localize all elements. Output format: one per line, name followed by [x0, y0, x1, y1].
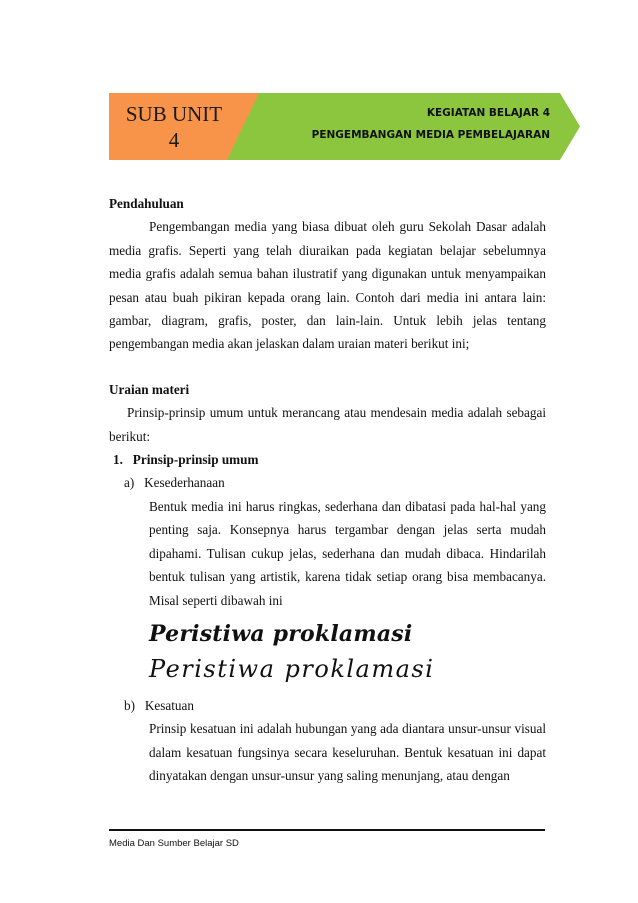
heading-uraian: Uraian materi — [109, 381, 190, 397]
banner-green-arrow — [219, 93, 580, 160]
chapter-title: PENGEMBANGAN MEDIA PEMBELAJARAN — [311, 129, 550, 141]
item-a-text: Bentuk media ini harus ringkas, sederhana dan dibatasi pada hal-hal yang penting saja. Konsepnya harus tergambar dengan jelas serta mudah dipahami. Tulisan cukup jelas, sederhana dan mudah dibaca. Hindarilah bentuk tulisan yang artistik, karena tidak setiap orang bisa membacanya. Misal seperti dibawah ini — [149, 498, 546, 608]
footer-text: Media Dan Sumber Belajar SD — [109, 838, 239, 849]
item-a-label: a) Kesederhanaan — [124, 475, 225, 491]
heading-pendahuluan: Pendahuluan — [109, 196, 184, 211]
section-heading-1: 1. Prinsip-prinsip umum — [113, 452, 259, 468]
document-body — [109, 192, 546, 788]
kegiatan-label: KEGIATAN BELAJAR 4 — [426, 107, 550, 119]
chapter-banner — [109, 93, 580, 160]
font-example-simple: Peristiwa proklamasi — [149, 620, 413, 647]
paragraph-uraian-intro: Prinsip-prinsip umum untuk merancang atau mendesain media adalah sebagai berikut: — [109, 405, 546, 444]
sub-unit-label — [109, 101, 239, 153]
font-example-artistic: Peristiwa proklamasi — [149, 654, 435, 683]
item-b-label: b) Kesatuan — [124, 697, 194, 713]
sub-unit-line1: SUB UNIT — [125, 102, 223, 126]
paragraph-pendahuluan: Pengembangan media yang biasa dibuat oleh guru Sekolah Dasar adalah media grafis. Seperti yang telah diuraikan pada kegiatan belajar sebelumnya media grafis adalah semua bahan ilustratif yang digunakan untuk menyampaikan pesan atau buah pikiran kepada orang lain. Contoh dari media ini antara lain: gambar, diagram, grafis, poster, dan lain-lain. Untuk lebih jelas tentang pengembangan media akan jelaskan dalam uraian materi berikut ini; — [109, 219, 546, 352]
footer-divider — [109, 829, 545, 831]
sub-unit-number: 4 — [168, 128, 180, 152]
item-b-text: Prinsip kesatuan ini adalah hubungan yang ada diantara unsur-unsur visual dalam kesatuan fungsinya secara keseluruhan. Bentuk kesatuan ini dapat dinyatakan dengan unsur-unsur yang saling menunjang, atau dengan — [149, 721, 546, 784]
